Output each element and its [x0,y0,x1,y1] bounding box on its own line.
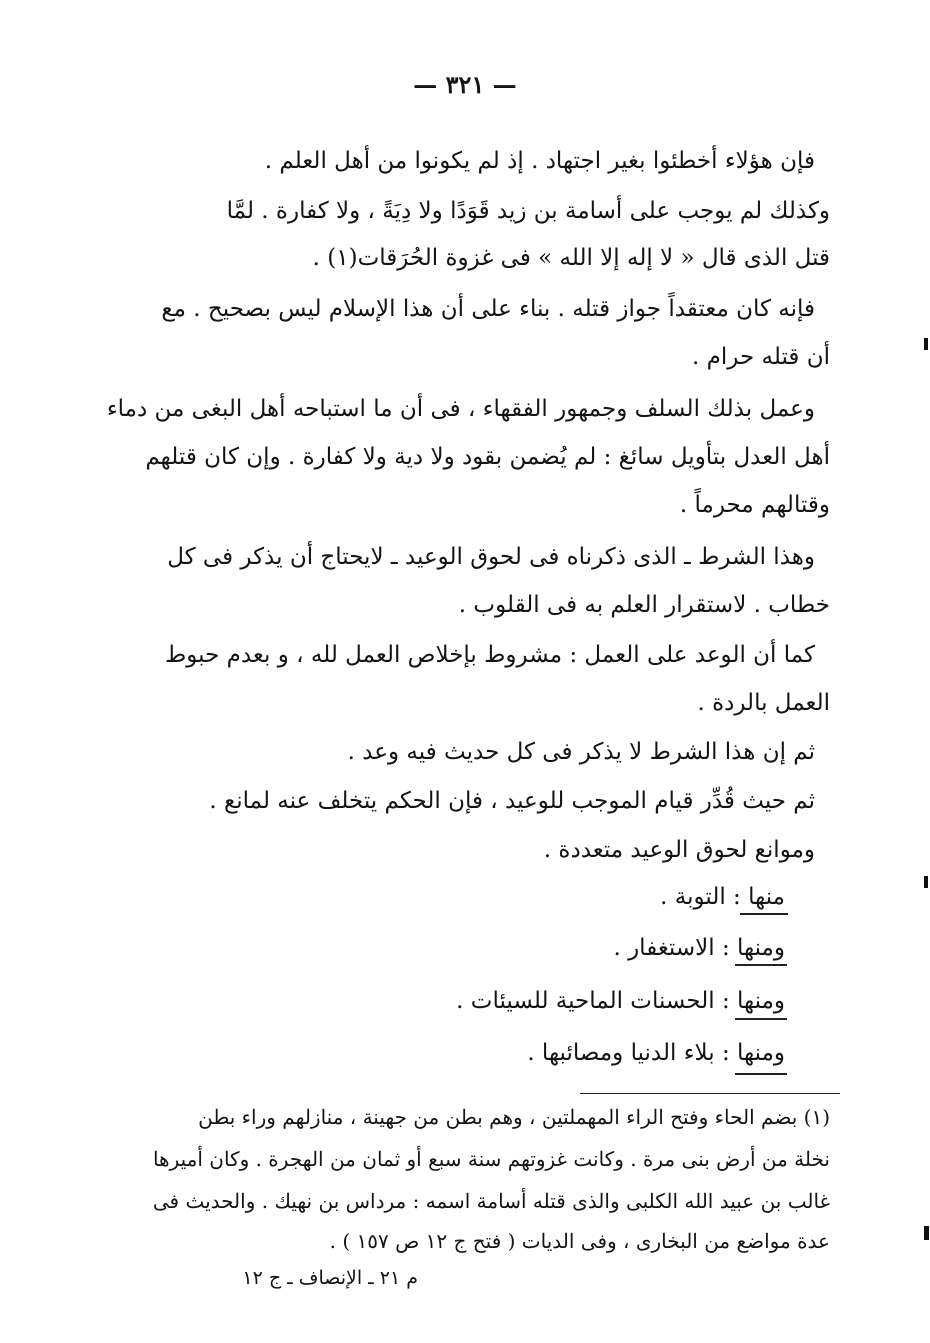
underline-mark [735,1018,787,1020]
scan-margin-mark [924,876,928,888]
text-line: فإنه كان معتقداً جواز قتله . بناء على أن هذا الإسلام ليس بصحيح . مع [161,296,815,322]
text-line: العمل بالردة . [697,690,830,716]
text-line: ثم حيث قُدِّر قيام الموجب للوعيد ، فإن الحكم يتخلف عنه لمانع . [209,788,815,814]
text-line: فإن هؤلاء أخطئوا بغير اجتهاد . إذ لم يكونوا من أهل العلم . [264,148,815,174]
text-line: قتل الذى قال « لا إله إلا الله » فى غزوة الحُرَقات(١) . [312,245,830,271]
signature-line: م ٢١ ـ الإنصاف ـ ج ١٢ [242,1267,418,1289]
underline-mark [740,913,788,915]
text-line: أهل العدل بتأويل سائغ : لم يُضمن بقود ولا دية ولا كفارة . وإن كان قتلهم [145,444,830,470]
text-line: وكذلك لم يوجب على أسامة بن زيد قَوَدًا ولا دِيَةً ، ولا كفارة . لمَّا [226,198,830,224]
text-line: ومنها : الاستغفار . [613,935,785,961]
text-line: وموانع لحوق الوعيد متعددة . [543,837,815,863]
text-line: أن قتله حرام . [692,344,830,370]
page-number-header: — ٣٢١ — [413,70,517,99]
text-line: وهذا الشرط ـ الذى ذكرناه فى لحوق الوعيد ـ لايحتاج أن يذكر فى كل [167,544,815,570]
underline-mark [735,1073,787,1075]
text-line: وقتالهم محرماً . [679,492,830,518]
footnote-line: غالب بن عبيد الله الكلبى والذى قتله أسامة اسمه : مرداس بن نهيك . والحديث فى [152,1189,830,1213]
text-line: منها : التوبة . [660,884,785,910]
footnote-line: نخلة من أرض بنى مرة . وكانت غزوتهم سنة سبع أو ثمان من الهجرة . وكان أميرها [152,1147,830,1171]
text-line: ثم إن هذا الشرط لا يذكر فى كل حديث فيه وعد . [347,739,815,765]
footnote-line: عدة مواضع من البخارى ، وفى الديات ( فتح ج ١٢ ص ١٥٧ ) . [329,1229,830,1253]
scan-margin-mark [924,338,928,350]
scan-margin-mark [924,1226,929,1240]
text-line: ومنها : بلاء الدنيا ومصائبها . [527,1040,785,1066]
text-line: وعمل بذلك السلف وجمهور الفقهاء ، فى أن ما استباحه أهل البغى من دماء [106,396,815,422]
footnote-line: (١) بضم الحاء وفتح الراء المهملتين ، وهم بطن من جهينة ، منازلهم وراء بطن [198,1105,830,1129]
text-line: ومنها : الحسنات الماحية للسيئات . [456,988,785,1014]
text-line: خطاب . لاستقرار العلم به فى القلوب . [458,592,830,618]
footnote-separator [580,1093,840,1094]
underline-mark [735,964,787,966]
text-line: كما أن الوعد على العمل : مشروط بإخلاص العمل لله ، و بعدم حبوط [165,642,815,668]
